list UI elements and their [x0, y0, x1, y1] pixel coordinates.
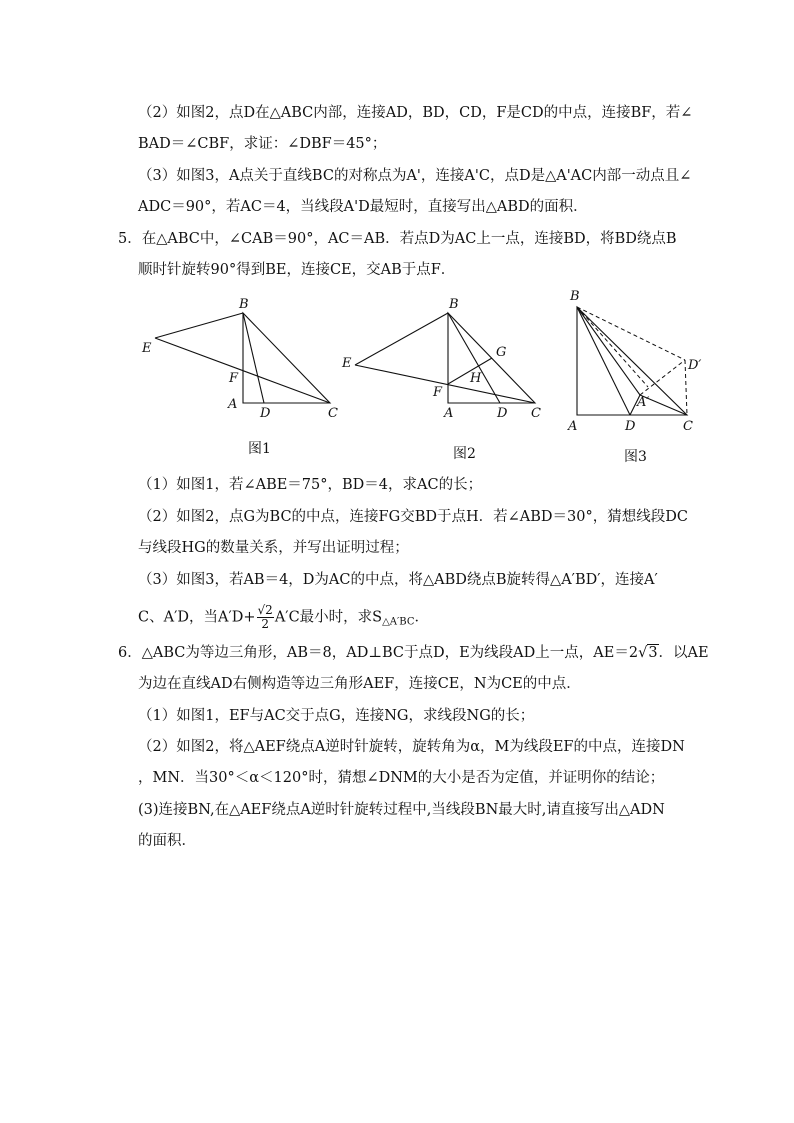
fig1-label-D: D	[260, 406, 271, 421]
q6-stem-text-b: ．以AE	[658, 645, 709, 661]
fig3-segment-DpC-dashed	[685, 360, 687, 415]
fig1-label-E: E	[142, 341, 152, 356]
q5-figure-1	[130, 290, 350, 425]
fig1-segment-BD	[243, 313, 264, 403]
fig3-label-Ap: A′	[637, 395, 650, 410]
fig2-label-G: G	[496, 345, 507, 360]
q5-part2-line2: 与线段HG的数量关系，并写出证明过程；	[138, 540, 409, 556]
q5-fraction-denominator: 2	[261, 617, 269, 631]
q5-fraction-numerator: √2	[257, 603, 273, 617]
fig3-segment-BD	[577, 307, 630, 415]
fig3-label-C: C	[683, 419, 693, 434]
fig3-segment-BDp-dashed	[577, 307, 685, 360]
fig3-label-B: B	[570, 289, 580, 304]
q6-part2-line2: ，MN．当30°＜α＜120°时，猜想∠DNM的大小是否为定值，并证明你的结论；	[138, 770, 665, 786]
q5-part1: （1）如图1，若∠ABE＝75°，BD＝4，求AC的长；	[138, 477, 483, 493]
q5-part3-text-a: C、A′D，当A′D+	[138, 609, 256, 626]
q4-part3-line2: ADC＝90°，若AC＝4，当线段A'D最短时，直接写出△ABD的面积．	[138, 199, 588, 215]
q5-figure-2	[335, 290, 555, 425]
q4-part2-line2: BAD＝∠CBF，求证：∠DBF＝45°；	[138, 136, 387, 152]
q5-part3-line1: （3）如图3，若AB＝4，D为AC的中点，将△ABD绕点B旋转得△A′BD′，连接A′	[138, 572, 658, 588]
q6-part3-line1: (3)连接BN,在△AEF绕点A逆时针旋转过程中,当线段BN最大时,请直接写出△ADN	[138, 802, 665, 818]
q5-fraction-sqrt2-over-2	[257, 604, 274, 631]
q5-part3-text-c: ．	[414, 609, 429, 626]
q6-part2-line1: （2）如图2，将△AEF绕点A逆时针旋转，旋转角为α，M为线段EF的中点，连接DN	[138, 739, 685, 755]
q5-figure-3	[560, 285, 720, 435]
fig2-label-D: D	[497, 406, 508, 421]
q6-stem-line1	[118, 643, 709, 663]
fig3-segment-ApDp-dashed	[640, 360, 685, 395]
fig1-segment-BE	[155, 313, 243, 338]
q5-stem-line2: 顺时针旋转90°得到BE，连接CE，交AB于点F．	[138, 262, 456, 278]
fig3-label-Dp: D′	[688, 358, 702, 373]
q6-sqrt-radicand: 3	[648, 645, 658, 661]
fig2-segment-BE	[355, 313, 448, 365]
fig3-label-A: A	[568, 419, 578, 434]
fig1-triangle-ABC	[243, 313, 330, 403]
fig3-triangle-ABC	[577, 307, 687, 415]
fig2-label-B: B	[449, 297, 459, 312]
q6-part3-line2: 的面积．	[138, 833, 196, 849]
fig3-segment-BAp	[577, 307, 640, 395]
fig1-label-B: B	[239, 297, 249, 312]
fig1-label-F: F	[229, 371, 239, 386]
fig2-label-F: F	[433, 385, 443, 400]
q6-sqrt-symbol: √	[638, 645, 648, 661]
q5-stem-line1: 5．在△ABC中，∠CAB＝90°，AC＝AB．若点D为AC上一点，连接BD，将BD绕点B	[118, 231, 677, 247]
fig2-label-E: E	[342, 356, 352, 371]
fig3-label-D: D	[625, 419, 636, 434]
q6-stem-text-a: 6．△ABC为等边三角形，AB＝8，AD⊥BC于点D，E为线段AD上一点，AE＝2	[118, 645, 639, 661]
q4-part2-line1: （2）如图2，点D在△ABC内部，连接AD，BD，CD，F是CD的中点，连接BF，若∠	[138, 105, 693, 121]
fig2-segment-EC	[355, 365, 535, 403]
q5-figure-3-caption: 图3	[624, 449, 647, 465]
fig2-label-C: C	[531, 406, 541, 421]
q6-stem-line2: 为边在直线AD右侧构造等边三角形AEF，连接CE，N为CE的中点．	[138, 676, 581, 692]
q5-part3-line2	[138, 604, 429, 633]
q5-figure-1-caption: 图1	[248, 441, 271, 457]
fig1-label-A: A	[228, 397, 238, 412]
fig3-segment-BAp-dashed	[577, 307, 648, 387]
fig2-label-H: H	[470, 371, 482, 386]
fig1-label-C: C	[328, 406, 338, 421]
fig2-label-A: A	[444, 406, 454, 421]
q4-part3-line1: （3）如图3，A点关于直线BC的对称点为A'，连接A'C，点D是△A'AC内部一动点且∠	[138, 168, 692, 184]
q5-figure-2-caption: 图2	[453, 446, 476, 462]
q5-part2-line1: （2）如图2，点G为BC的中点，连接FG交BD于点H．若∠ABD＝30°，猜想线段DC	[138, 509, 688, 525]
q6-part1: （1）如图1，EF与AC交于点G，连接NG，求线段NG的长；	[138, 708, 535, 724]
q5-area-subscript: △A′BC	[382, 616, 415, 628]
q5-part3-text-b: A′C最小时，求S	[274, 609, 383, 626]
